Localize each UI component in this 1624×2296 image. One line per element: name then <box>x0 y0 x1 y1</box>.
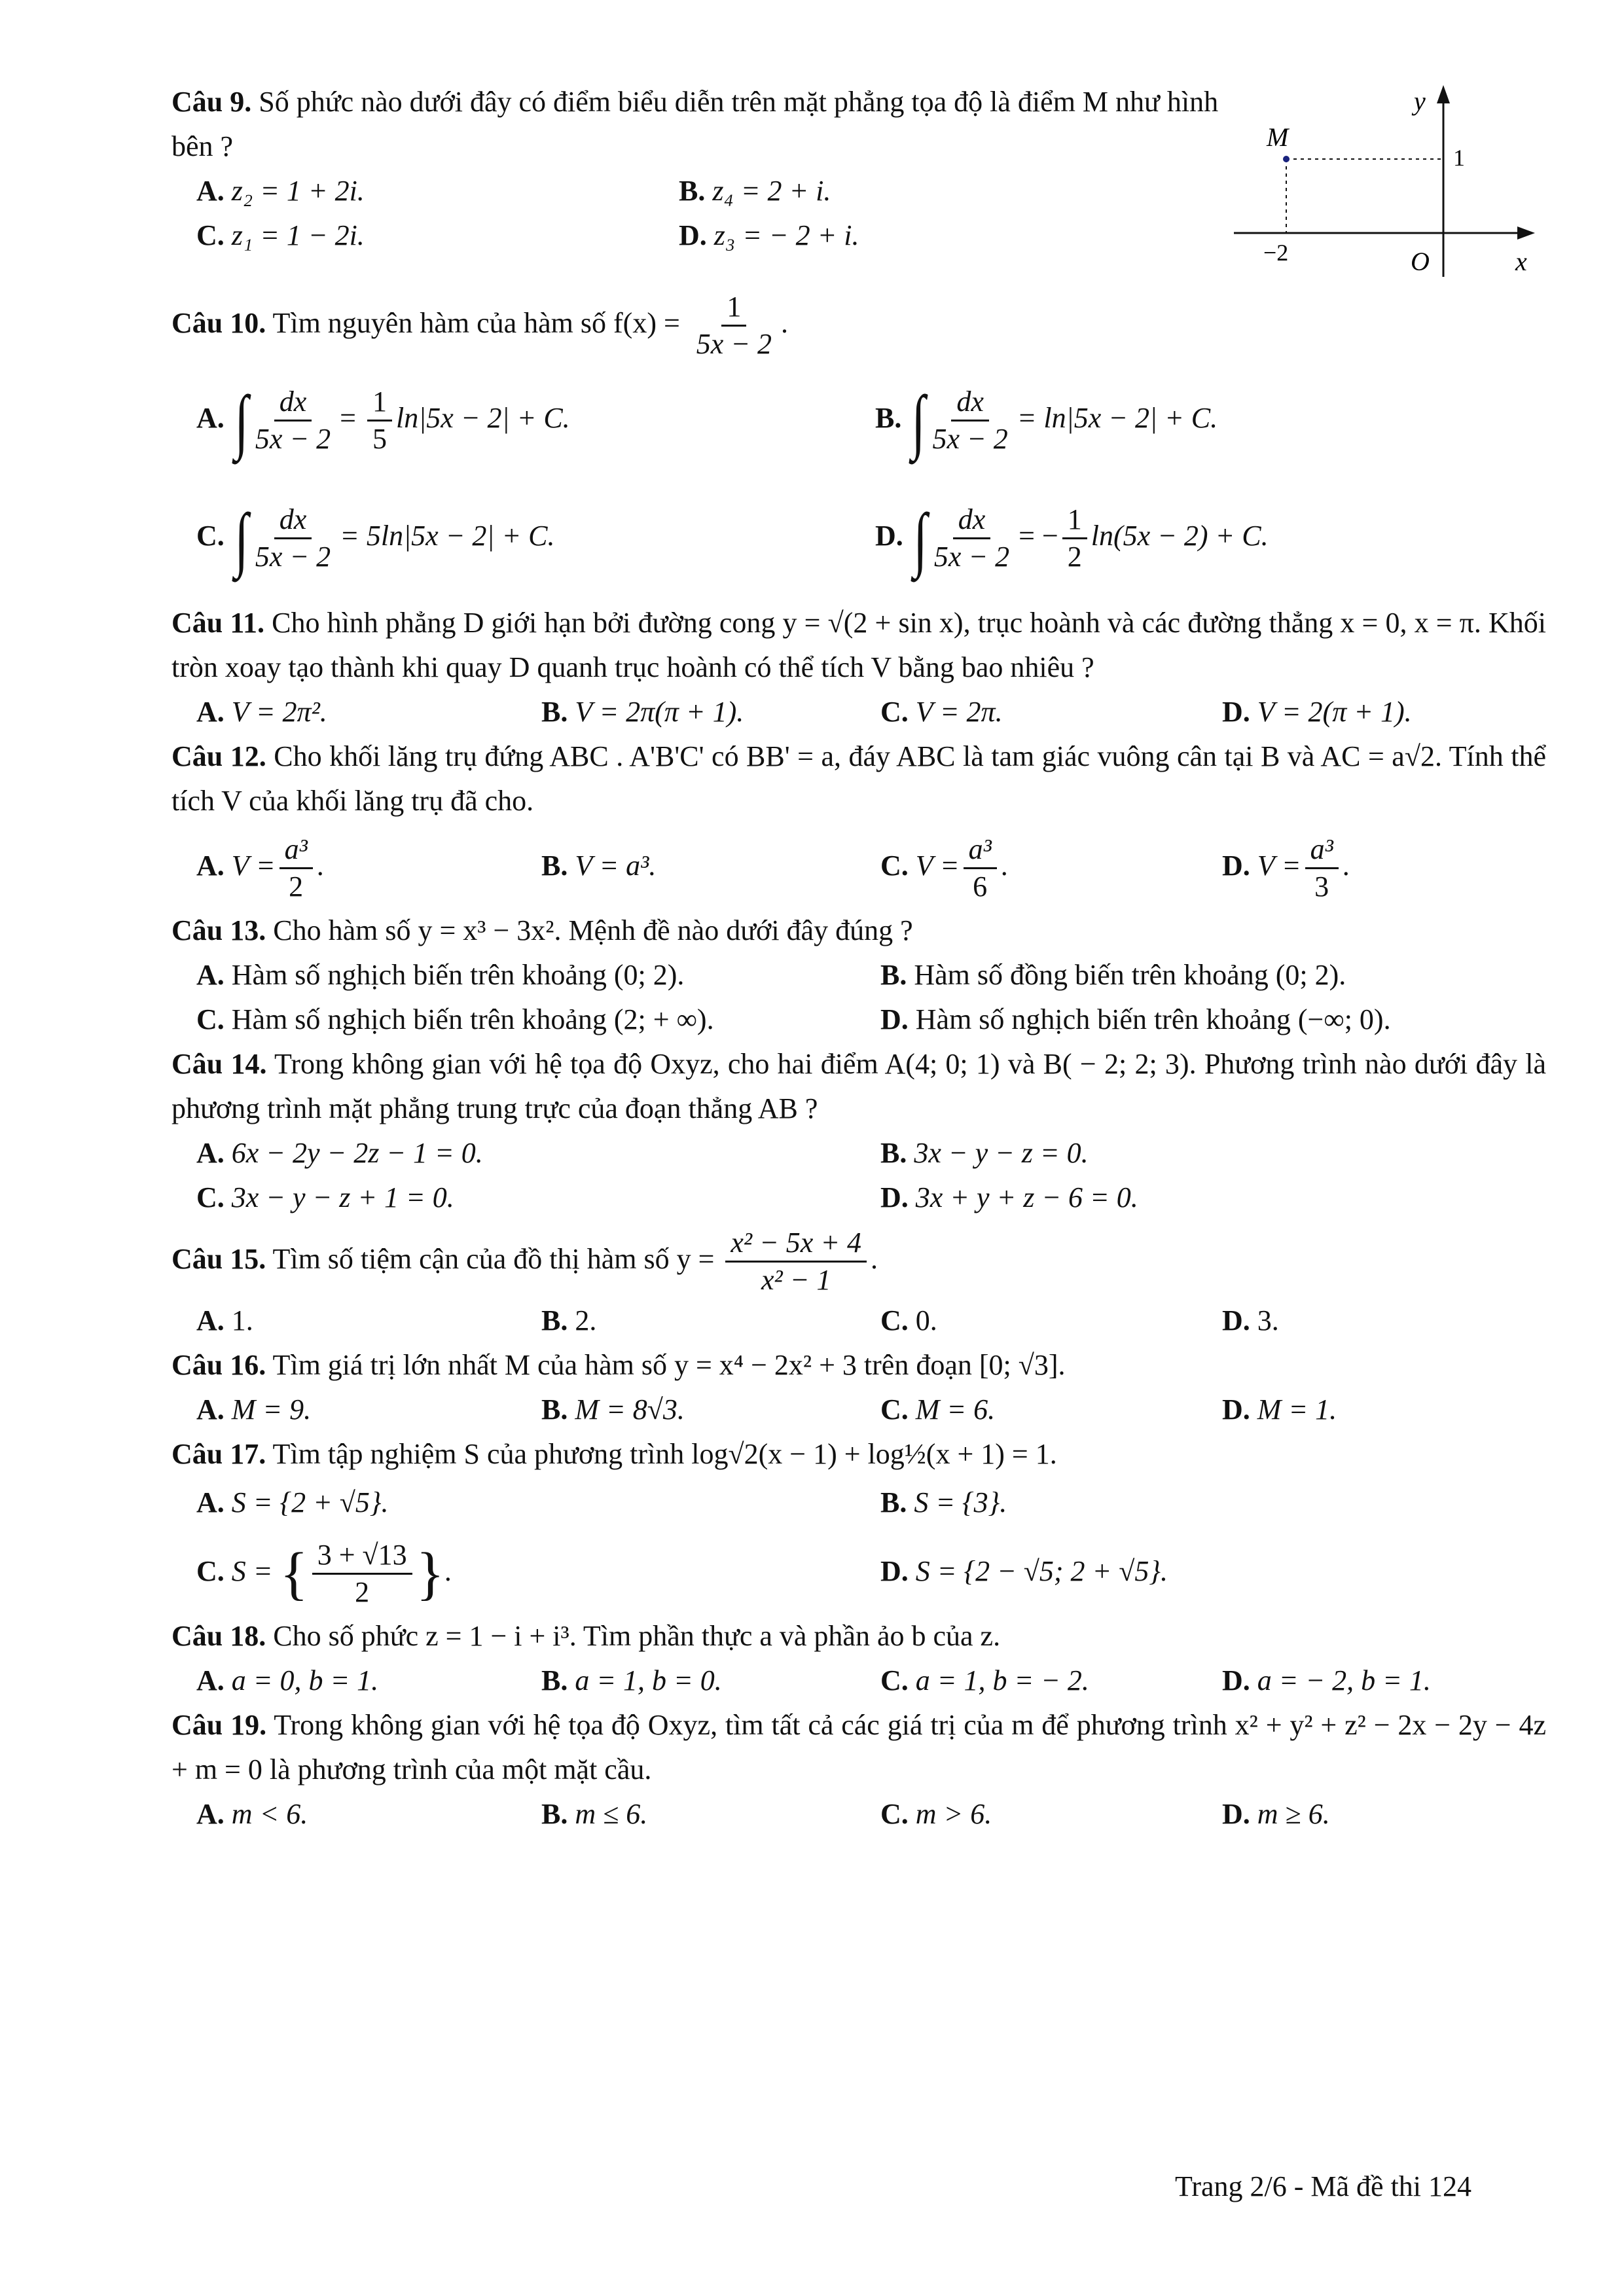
q9-coordinate-figure <box>1231 84 1538 280</box>
question-15: Câu 15. Tìm số tiệm cận của đồ thị hàm số y = $\frac{\text{x² − 5x + 4}}{\text{x² − 1}}$ . <box>171 1227 878 1297</box>
q14-options-row2: C. 3x − y − z + 1 = 0. D. 3x + y + z − 6 = 0. <box>196 1181 1138 1213</box>
q9-options-row2: C. z₁ = 1 − 2i. D. z₃ = − 2 + i. <box>196 219 859 251</box>
question-19: Câu 19. Trong không gian với hệ tọa độ Oxyz, tìm tất cả các giá trị của m để phương trình x² + y² + z² − 2x − 2y − 4z + m = 0 là phương trình của một mặt cầu. <box>171 1709 1546 1785</box>
q17-options-row2: C. S = { $\frac{3 + √13}{2}$ }. D. S = {2 − √5; 2 + √5}. <box>196 1539 1168 1609</box>
x-label: x <box>1515 247 1527 276</box>
q10-options-row1: A. ∫ $\frac{dx}{5x - 2}$ = $\frac{1}{5}$ ln|5x − 2| + C. B. ∫ $\frac{dx}{5x - 2}$ = ln|5x − 2| + C. <box>196 380 1218 461</box>
q14-options-row1: A. 6x − 2y − 2z − 1 = 0. B. 3x − y − z = 0. <box>196 1137 1089 1169</box>
y-axis-arrow-icon <box>1437 85 1450 103</box>
origin-label: O <box>1411 247 1430 276</box>
tick-neg2-label: −2 <box>1263 240 1289 266</box>
m-label: M <box>1267 122 1289 152</box>
question-14: Câu 14. Trong không gian với hệ tọa độ Oxyz, cho hai điểm A(4; 0; 1) và B( − 2; 2; 3). Phương trình nào dưới đây là phương trình mặt phẳng trung trực của đoạn thẳng AB ? <box>171 1048 1546 1124</box>
page-footer: Trang 2/6 - Mã đề thi 124 <box>1175 2170 1472 2202</box>
question-13: Câu 13. Cho hàm số y = x³ − 3x². Mệnh đề nào dưới đây đúng ? <box>171 914 913 946</box>
q15-options: A. 1. B. 2. C. 0. D. 3. <box>196 1304 1279 1336</box>
question-16: Câu 16. Tìm giá trị lớn nhất M của hàm số y = x⁴ − 2x² + 3 trên đoạn [0; √3]. <box>171 1349 1066 1381</box>
q10-options-row2: C. ∫ $\frac{dx}{5x - 2}$ = 5ln|5x − 2| + C. D. ∫ $\frac{dx}{5x - 2}$ = − $\frac{1}{2}$ ln(5x − 2) + C. <box>196 498 1269 579</box>
q11-options: A. V = 2π². B. V = 2π(π + 1). C. V = 2π. D. V = 2(π + 1). <box>196 696 1412 728</box>
question-9: Câu 9. Số phức nào dưới đây có điểm biểu diễn trên mặt phẳng tọa độ là điểm M như hình bên ? <box>171 86 1219 162</box>
q13-options-row2: C. Hàm số nghịch biến trên khoảng (2; + ∞). D. Hàm số nghịch biến trên khoảng (−∞; 0). <box>196 1003 1391 1035</box>
q16-options: A. M = 9. B. M = 8√3. C. M = 6. D. M = 1. <box>196 1393 1337 1426</box>
y-label: y <box>1414 86 1426 116</box>
q18-options: A. a = 0, b = 1. B. a = 1, b = 0. C. a = 1, b = − 2. D. a = − 2, b = 1. <box>196 1664 1431 1696</box>
q17-options-row1: A. S = {2 + √5}. B. S = {3}. <box>196 1486 1007 1518</box>
question-17: Câu 17. Tìm tập nghiệm S của phương trình log√2(x − 1) + log½(x + 1) = 1. <box>171 1438 1057 1470</box>
q9-options-row1: A. z₂ = 1 + 2i. B. z₄ = 2 + i. <box>196 175 831 207</box>
tick-1-label: 1 <box>1453 145 1465 171</box>
question-10: Câu 10. Tìm nguyên hàm của hàm số f(x) = $\frac{1}{5x - 2}$ . <box>171 291 789 361</box>
question-12: Câu 12. Cho khối lăng trụ đứng ABC . A'B'C' có BB' = a, đáy ABC là tam giác vuông cân tại B và AC = a√2. Tính thể tích V của khối lăng trụ đã cho. <box>171 740 1547 817</box>
q19-options: A. m < 6. B. m ≤ 6. C. m > 6. D. m ≥ 6. <box>196 1798 1330 1830</box>
question-11: Câu 11. Cho hình phẳng D giới hạn bởi đường cong y = √(2 + sin x), trục hoành và các đường thẳng x = 0, x = π. Khối tròn xoay tạo thành khi quay D quanh trục hoành có thể tích V bằng bao nhiêu ? <box>171 607 1546 683</box>
exam-page <box>171 80 1546 1837</box>
question-18: Câu 18. Cho số phức z = 1 − i + i³. Tìm phần thực a và phần ảo b của z. <box>171 1620 1001 1652</box>
q13-options-row1: A. Hàm số nghịch biến trên khoảng (0; 2). B. Hàm số đồng biến trên khoảng (0; 2). <box>196 959 1346 991</box>
q12-options: A. V = $\frac{\text{a³}}{2}$ . B. V = a³. C. V = $\frac{\text{a³}}{6}$ . D. V = $\frac{\text{a³}}{3}$ . <box>196 833 1350 903</box>
point-m <box>1283 156 1290 162</box>
x-axis-arrow-icon <box>1517 226 1535 240</box>
